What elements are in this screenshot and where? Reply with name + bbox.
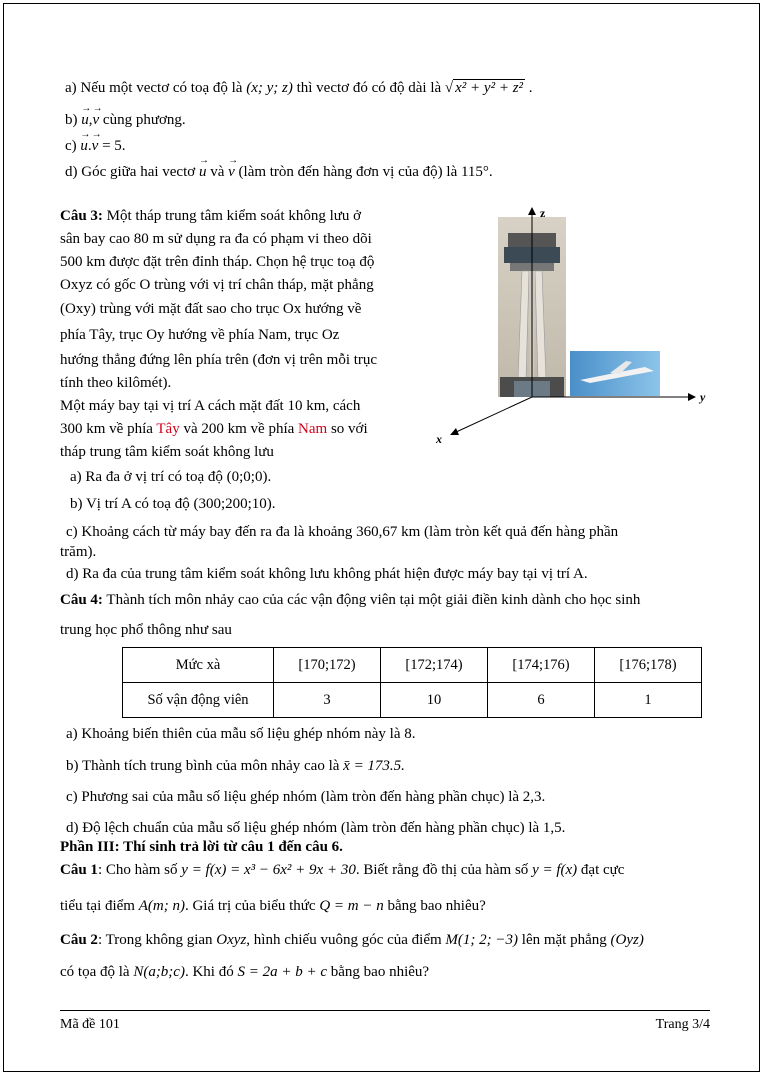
q2-item-b: b) → u,→ v cùng phương. — [65, 110, 186, 130]
q3-line-7: hướng thẳng đứng lên phía trên (đơn vị trên mỗi trục — [60, 352, 378, 368]
q3-label: Câu 3: — [60, 208, 103, 224]
q3-line-11: tháp trung tâm kiểm soát không lưu — [60, 444, 274, 460]
axis-label-x: x — [436, 432, 442, 446]
q3-item-b: b) Vị trí A có toạ độ (300;200;10). — [70, 496, 276, 512]
table-header-cell: Mức xà — [123, 648, 274, 683]
q2-item-c: c) → u.→ v = 5. — [65, 136, 126, 156]
q3-item-c-line1: c) Khoảng cách từ máy bay đến ra đa là khoảng 360,67 km (làm tròn kết quả đến hàng phần — [66, 524, 619, 540]
table-cell: [176;178) — [595, 648, 702, 683]
p3-q2-line-1: Câu 2: Trong không gian Oxyz, hình chiếu vuông góc của điểm M(1; 2; −3) lên mặt phẳng (Oyz) — [60, 932, 644, 948]
part3-heading: Phần III: Thí sinh trả lời từ câu 1 đến câu 6. — [60, 839, 343, 855]
q3-line-2: sân bay cao 80 m sử dụng ra đa có phạm vi theo dõi — [60, 231, 372, 247]
table-cell: 1 — [595, 683, 702, 718]
q4-item-c: c) Phương sai của mẫu số liệu ghép nhóm (làm tròn đến hàng phần chục) là 2,3. — [66, 789, 546, 805]
p3-q1-line-1: Câu 1: Cho hàm số y = f(x) = x³ − 6x² + 9x + 30. Biết rằng đồ thị của hàm số y = f(x) đạt cực — [60, 862, 625, 878]
p3-q2-label: Câu 2 — [60, 932, 98, 948]
p3-q1-label: Câu 1 — [60, 862, 98, 878]
q3-line-1: Câu 3: Một tháp trung tâm kiểm soát không lưu ở — [60, 208, 362, 224]
q4-item-a: a) Khoảng biến thiên của mẫu số liệu ghép nhóm này là 8. — [66, 726, 416, 742]
q4-line-1: Câu 4: Thành tích môn nhảy cao của các vận động viên tại một giải điền kinh dành cho học sinh — [60, 592, 641, 608]
q3-item-c-line2: trăm). — [60, 544, 97, 560]
footer-divider — [60, 1010, 710, 1011]
q2-item-a: a) Nếu một vectơ có toạ độ là (x; y; z) thì vectơ đó có độ dài là √ x² + y² + z² . — [65, 80, 533, 96]
south-word: Nam — [298, 421, 328, 437]
q3-item-d: d) Ra đa của trung tâm kiểm soát không lưu không phát hiện được máy bay tại vị trí A. — [66, 566, 588, 582]
tower-axes-svg — [430, 205, 720, 450]
axis-label-z: z — [540, 206, 546, 220]
jump-data-table — [122, 647, 702, 718]
footer-page-number: Trang 3/4 — [655, 1017, 710, 1032]
axis-label-y: y — [700, 390, 706, 404]
footer-exam-code: Mã đề 101 — [60, 1017, 120, 1032]
table-cell: [170;172) — [274, 648, 381, 683]
sqrt-expression: x² + y² + z² — [455, 80, 524, 96]
q4-label: Câu 4: — [60, 592, 103, 608]
table-cell: 6 — [488, 683, 595, 718]
q3-line-3: 500 km được đặt trên đỉnh tháp. Chọn hệ trục toạ độ — [60, 254, 375, 270]
table-row — [123, 648, 702, 683]
tower-figure — [430, 205, 720, 450]
q3-line-8: tính theo kilômét). — [60, 375, 172, 391]
q3-item-a: a) Ra đa ở vị trí có toạ độ (0;0;0). — [70, 469, 272, 485]
table-cell: [174;176) — [488, 648, 595, 683]
q4-item-d: d) Độ lệch chuẩn của mẫu số liệu ghép nhóm (làm tròn đến hàng phần chục) là 1,5. — [66, 820, 566, 836]
table-cell: 3 — [274, 683, 381, 718]
q3-line-10: 300 km về phía Tây và 200 km về phía Nam so với — [60, 421, 368, 437]
q2-item-d: d) Góc giữa hai vectơ → u và → v (làm tròn đến hàng đơn vị của độ) là 115°. — [65, 162, 493, 182]
q3-line-4: Oxyz có gốc O trùng với vị trí chân tháp, mặt phẳng — [60, 277, 374, 293]
q3-line-5: (Oxy) trùng với mặt đất sao cho trục Ox hướng về — [60, 301, 362, 317]
p3-q2-line-2: có tọa độ là N(a;b;c). Khi đó S = 2a + b + c bằng bao nhiêu? — [60, 964, 430, 980]
table-row — [123, 683, 702, 718]
q4-line-2: trung học phổ thông như sau — [60, 622, 232, 638]
q4-item-b: b) Thành tích trung bình của môn nhảy cao là x̄ = 173.5. — [66, 758, 405, 774]
q3-line-6: phía Tây, trục Oy hướng về phía Nam, trục Oz — [60, 327, 340, 343]
table-header-cell: Số vận động viên — [123, 683, 274, 718]
p3-q1-line-2: tiểu tại điểm A(m; n). Giá trị của biểu thức Q = m − n bằng bao nhiêu? — [60, 898, 486, 914]
q3-line-9: Một máy bay tại vị trí A cách mặt đất 10 km, cách — [60, 398, 361, 414]
table-cell: [172;174) — [381, 648, 488, 683]
table-cell: 10 — [381, 683, 488, 718]
west-word: Tây — [156, 421, 180, 437]
